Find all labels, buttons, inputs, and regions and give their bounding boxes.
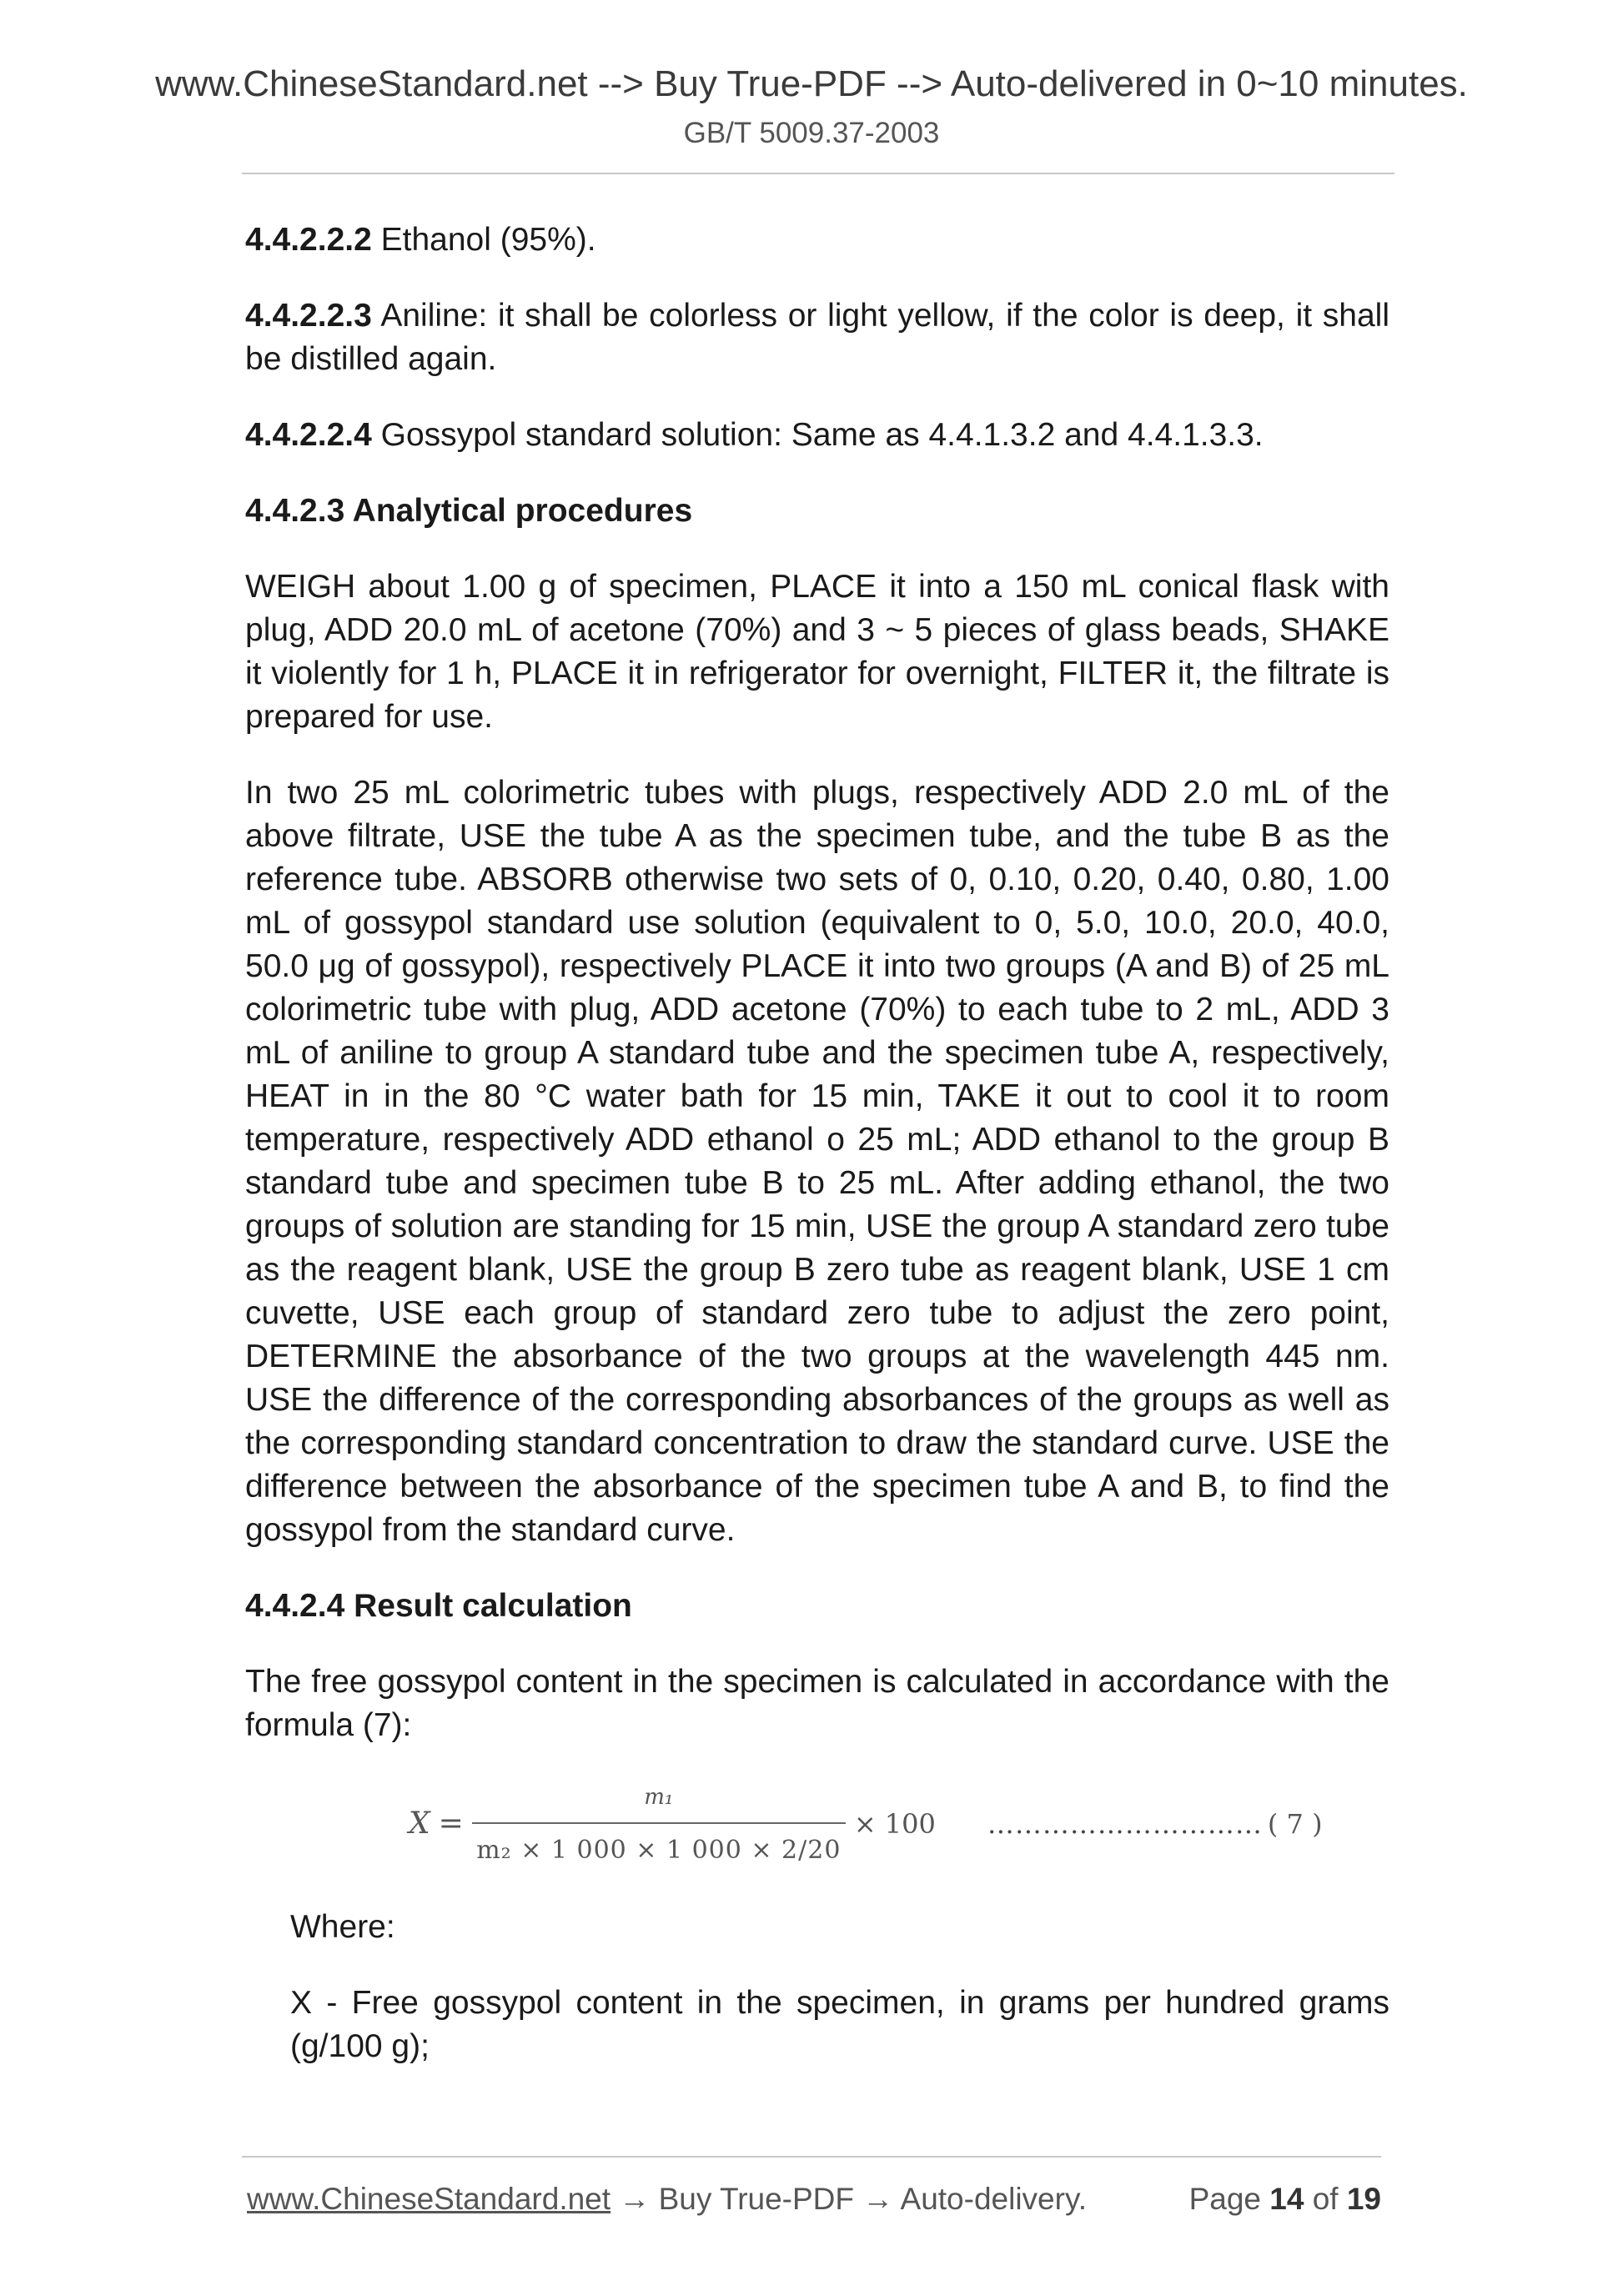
clause-number: 4.4.2.2.3 bbox=[245, 298, 372, 334]
paragraph-ethanol bbox=[245, 219, 1389, 262]
document-body bbox=[245, 219, 1389, 2101]
footer-tagline: → Buy True-PDF → Auto-delivery. bbox=[611, 2182, 1087, 2216]
footer-divider bbox=[242, 2156, 1381, 2158]
formula-leader-dots: ………………………… bbox=[987, 1808, 1263, 1840]
paragraph-gossypol-standard bbox=[245, 414, 1389, 457]
clause-text: Ethanol (95%). bbox=[371, 222, 596, 258]
definition-x: X - Free gossypol content in the specimen, in grams per hundred grams (g/100 g); bbox=[290, 1985, 1389, 2064]
clause-text: Aniline: it shall be colorless or light yellow, if the color is deep, it shall be distilled again. bbox=[245, 298, 1389, 377]
paragraph-formula-intro: The free gossypol content in the specimen is calculated in accordance with the formula (7): bbox=[245, 1664, 1389, 1743]
formula-multiplier: × 100 bbox=[853, 1808, 936, 1840]
paragraph-weigh: WEIGH about 1.00 g of specimen, PLACE it into a 150 mL conical flask with plug, ADD 20.0 mL of acetone (70%) and 3 ~ 5 pieces of glass beads, SHAKE it violently for 1 h, PLACE it in refrigerator for overnight, FILTER it, the filtrate is prepared for use. bbox=[245, 569, 1389, 735]
current-page: 14 bbox=[1269, 2182, 1304, 2216]
page-prefix: Page bbox=[1188, 2182, 1270, 2216]
clause-number: 4.4.2.2.4 bbox=[245, 417, 372, 453]
formula-lhs: X bbox=[409, 1806, 430, 1841]
document-code: GB/T 5009.37-2003 bbox=[683, 117, 940, 149]
formula-fraction bbox=[472, 1776, 846, 1872]
formula-numerator: m₁ bbox=[644, 1785, 674, 1810]
formula-equals: = bbox=[438, 1806, 464, 1841]
where-label: Where: bbox=[290, 1909, 395, 1945]
section-heading-result-calculation: 4.4.2.4 Result calculation bbox=[245, 1588, 632, 1624]
header-title: www.ChineseStandard.net --> Buy True-PDF --> Auto-delivered in 0~10 minutes. bbox=[155, 63, 1468, 104]
footer-website-link[interactable]: www.ChineseStandard.net bbox=[247, 2182, 611, 2216]
total-pages: 19 bbox=[1346, 2182, 1381, 2216]
clause-text: Gossypol standard solution: Same as 4.4.1.3.2 and 4.4.1.3.3. bbox=[371, 417, 1264, 453]
footer-left bbox=[247, 2182, 1087, 2217]
page-footer bbox=[247, 2182, 1381, 2217]
page-number bbox=[1189, 2182, 1381, 2217]
clause-number: 4.4.2.2.2 bbox=[245, 222, 372, 258]
formula-number: ( 7 ) bbox=[1267, 1808, 1323, 1840]
paragraph-colorimetric-procedure: In two 25 mL colorimetric tubes with plugs, respectively ADD 2.0 mL of the above filtrate, USE the tube A as the specimen tube, and the tube B as the reference tube. ABSORB otherwise two sets of 0, 0.10, 0.20, 0.40, 0.80, 1.00 mL of gossypol standard use solution (equivalent to 0, 5.0, 10.0, 20.0, 40.0, 50.0 μg of gossypol), respectively PLACE it into two groups (A and B) of 25 mL colorimetric tube with plug, ADD acetone (70%) to each tube to 2 mL, ADD 3 mL of aniline to group A standard tube and the specimen tube A, respectively, HEAT in in the 80 °C water bath for 15 min, TAKE it out to cool it to room temperature, respectively ADD ethanol o 25 mL; ADD ethanol to the group B standard tube and specimen tube B to 25 mL. After adding ethanol, the two groups of solution are standing for 15 min, USE the group A standard zero tube as the reagent blank, USE the group B zero tube as reagent blank, USE 1 cm cuvette, USE each group of standard zero tube to adjust the zero point, DETERMINE the absorbance of the two groups at the wavelength 445 nm. USE the difference of the corresponding absorbances of the groups as well as the corresponding standard concentration to draw the standard curve. USE the difference between the absorbance of the specimen tube A and B, to find the gossypol from the standard curve. bbox=[245, 775, 1389, 1548]
formula-7 bbox=[245, 1776, 1389, 1872]
paragraph-aniline bbox=[245, 294, 1389, 381]
header-divider bbox=[242, 173, 1394, 174]
section-heading-analytical-procedures: 4.4.2.3 Analytical procedures bbox=[245, 493, 693, 529]
formula-denominator: m₂ × 1 000 × 1 000 × 2/20 bbox=[476, 1836, 842, 1865]
page-of: of bbox=[1304, 2182, 1347, 2216]
